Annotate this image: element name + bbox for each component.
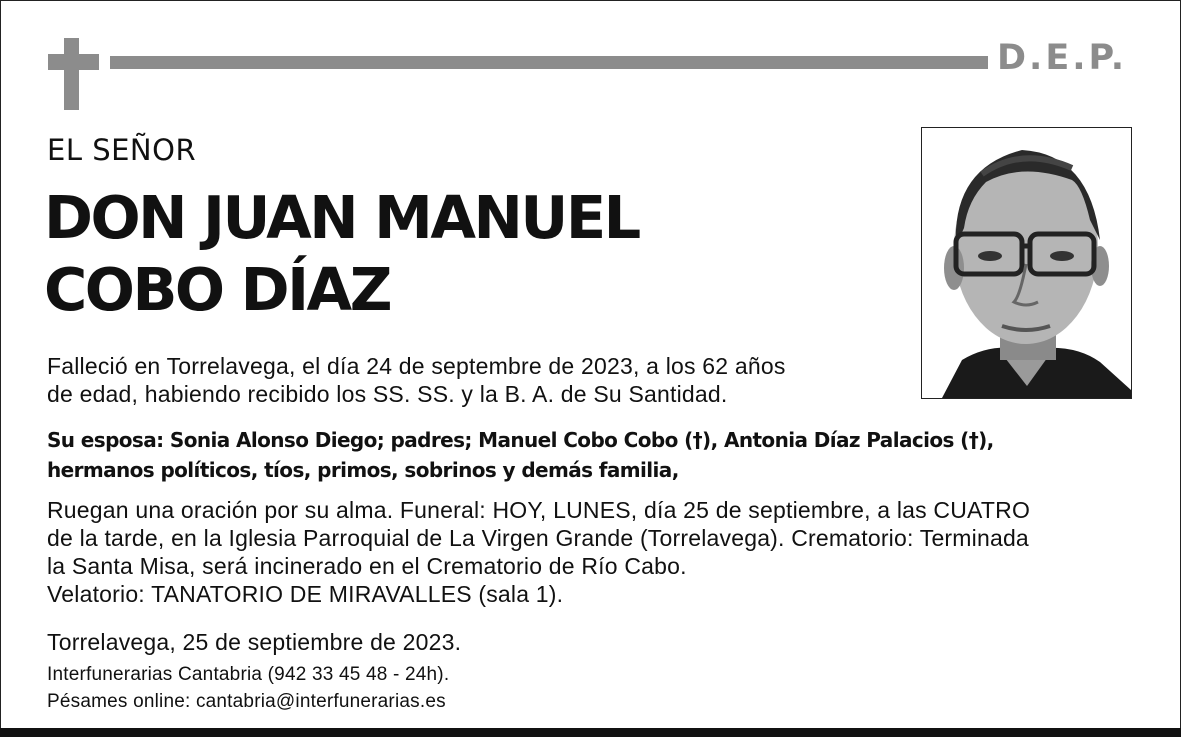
cross-icon-horizontal [48,54,99,70]
name-line-1: DON JUAN MANUEL [44,183,639,252]
header-rule [110,56,988,69]
deceased-name [44,182,639,326]
death-line-1: Falleció en Torrelavega, el día 24 de septembre de 2023, a los 62 años [47,353,786,379]
funeral-line-2: de la tarde, en la Iglesia Parroquial de La Virgen Grande (Torrelavega). Crematorio: Terminada [47,525,1029,551]
family-line-2: hermanos políticos, tíos, primos, sobrinos y demás familia, [47,458,679,482]
condolences-contact[interactable]: Pésames online: cantabria@interfunerarias.es [47,691,446,712]
death-details [47,352,786,408]
funeral-details [47,496,1030,608]
portrait-illustration [922,128,1131,398]
name-line-2: COBO DÍAZ [44,255,390,324]
cross-icon-vertical [64,38,79,110]
portrait-photo [921,127,1132,399]
family-list [47,425,994,485]
funeral-home: Interfunerarias Cantabria (942 33 45 48 - 24h). [47,664,450,685]
dep-label: D.E.P. [997,38,1128,78]
family-line-1: Su esposa: Sonia Alonso Diego; padres; Manuel Cobo Cobo (†), Antonia Díaz Palacios (†), [47,428,994,452]
honorific: EL SEÑOR [47,133,197,167]
funeral-line-4: Velatorio: TANATORIO DE MIRAVALLES (sala 1). [47,581,564,607]
place-date: Torrelavega, 25 de septiembre de 2023. [47,629,462,655]
bottom-border [0,728,1181,737]
funeral-line-3: la Santa Misa, será incinerado en el Crematorio de Río Cabo. [47,553,687,579]
funeral-line-1: Ruegan una oración por su alma. Funeral: HOY, LUNES, día 25 de septiembre, a las CUATRO [47,497,1031,523]
death-line-2: de edad, habiendo recibido los SS. SS. y la B. A. de Su Santidad. [47,381,728,407]
